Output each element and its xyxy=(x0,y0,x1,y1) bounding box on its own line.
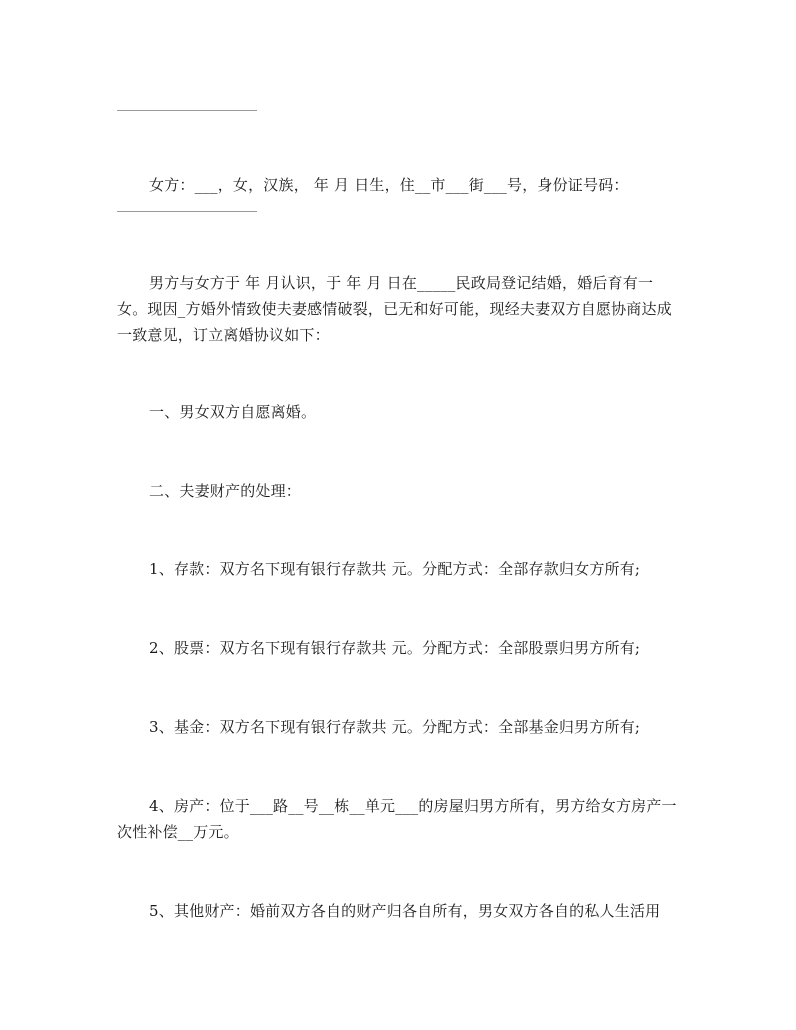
blank-signature-line xyxy=(117,110,257,111)
item-4-property: 4、房产：位于___路__号__栋__单元___的房屋归男方所有，男方给女方房产一次性补偿__万元。 xyxy=(117,797,677,841)
item-2-stocks: 2、股票：双方名下现有银行存款共 元。分配方式：全部股票归男方所有; xyxy=(149,639,641,657)
item-5-other-property: 5、其他财产：婚前双方各自的财产归各自所有，男女双方各自的私人生活用 xyxy=(149,902,661,920)
clause-2: 二、夫妻财产的处理： xyxy=(149,482,302,500)
item-1-savings: 1、存款：双方名下现有银行存款共 元。分配方式：全部存款归女方所有; xyxy=(149,560,641,578)
blank-id-number-line xyxy=(117,211,257,212)
item-3-funds: 3、基金：双方名下现有银行存款共 元。分配方式：全部基金归男方所有; xyxy=(149,718,641,736)
clause-1: 一、男女双方自愿离婚。 xyxy=(149,403,317,421)
intro-paragraph: 男方与女方于 年 月认识，于 年 月 日在_____民政局登记结婚，婚后育有一女。现因_方婚外情致使夫妻感情破裂，已无和好可能，现经夫妻双方自愿协商达成一致意见，订立离婚协议如下： xyxy=(117,274,672,344)
female-party-line: 女方：___，女，汉族， 年 月 日生，住__市___街___号，身份证号码： xyxy=(149,176,629,194)
